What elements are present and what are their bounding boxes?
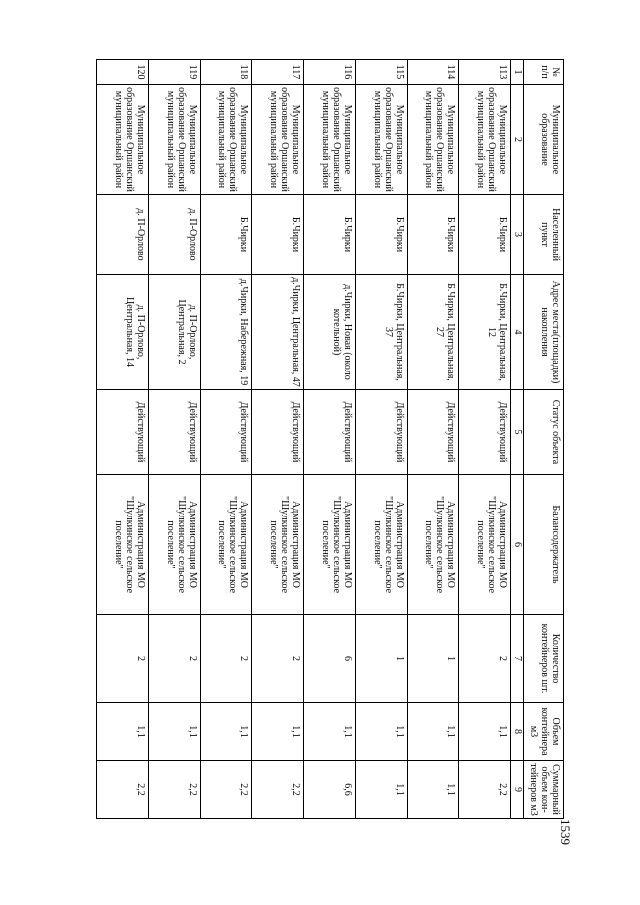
row-number-cell: 115 — [355, 60, 407, 85]
address-cell: Б.Чирки, Центральная, 37 — [355, 275, 407, 390]
table-row — [200, 60, 252, 819]
table-row — [252, 60, 304, 819]
volume-cell: 1,1 — [252, 703, 304, 761]
total-volume-cell: 2,2 — [148, 761, 200, 819]
holder-cell: Администрация МО "Шулкинское сельское поселение" — [148, 475, 200, 615]
column-number-row — [511, 60, 524, 819]
holder-cell: Администрация МО "Шулкинское сельское поселение" — [200, 475, 252, 615]
table-row — [148, 60, 200, 819]
settlement-cell: Б.Чирки — [304, 195, 356, 275]
status-cell: Действующий — [355, 390, 407, 475]
column-header: Населенный пункт — [524, 195, 564, 275]
column-number: 8 — [511, 703, 524, 761]
settlement-cell: Б.Чирки — [459, 195, 511, 275]
column-number: 6 — [511, 475, 524, 615]
status-cell: Действующий — [148, 390, 200, 475]
municipality-cell: Муниципальное образование Оршанский муниципальный район — [148, 85, 200, 195]
settlement-cell: Б.Чирки — [200, 195, 252, 275]
column-header: Статус объекта — [524, 390, 564, 475]
column-number: 9 — [511, 761, 524, 819]
column-header: Балансодержатель — [524, 475, 564, 615]
address-cell: Б.Чирки, Центральная, 27 — [407, 275, 459, 390]
column-number: 1 — [511, 60, 524, 85]
address-cell: д.Чирки, Центральная, 47 — [252, 275, 304, 390]
status-cell: Действующий — [459, 390, 511, 475]
total-volume-cell: 2,2 — [252, 761, 304, 819]
holder-cell: Администрация МО "Шулкинское сельское поселение" — [459, 475, 511, 615]
volume-cell: 1,1 — [97, 703, 149, 761]
municipality-cell: Муниципальное образование Оршанский муниципальный район — [304, 85, 356, 195]
total-volume-cell: 2,2 — [97, 761, 149, 819]
total-volume-cell: 1,1 — [355, 761, 407, 819]
holder-cell: Администрация МО "Шулкинское сельское поселение" — [304, 475, 356, 615]
settlement-cell: Б.Чирки — [407, 195, 459, 275]
column-number: 5 — [511, 390, 524, 475]
column-header: Количество контейнеров шт. — [524, 615, 564, 703]
quantity-cell: 2 — [148, 615, 200, 703]
holder-cell: Администрация МО "Шулкинское сельское поселение" — [252, 475, 304, 615]
volume-cell: 1,1 — [148, 703, 200, 761]
status-cell: Действующий — [97, 390, 149, 475]
municipality-cell: Муниципальное образование Оршанский муниципальный район — [97, 85, 149, 195]
municipality-cell: Муниципальное образование Оршанский муниципальный район — [459, 85, 511, 195]
row-number-cell: 114 — [407, 60, 459, 85]
column-header: Объем контейнера м3 — [524, 703, 564, 761]
address-cell: д.Чирки, Набережная, 19 — [200, 275, 252, 390]
column-number: 3 — [511, 195, 524, 275]
quantity-cell: 2 — [200, 615, 252, 703]
quantity-cell: 6 — [304, 615, 356, 703]
row-number-cell: 120 — [97, 60, 149, 85]
settlement-cell: д. П-Орлово — [148, 195, 200, 275]
status-cell: Действующий — [200, 390, 252, 475]
address-cell: Б.Чирки, Центральная, 12 — [459, 275, 511, 390]
volume-cell: 1,1 — [407, 703, 459, 761]
holder-cell: Администрация МО "Шулкинское сельское поселение" — [407, 475, 459, 615]
table-row — [459, 60, 511, 819]
status-cell: Действующий — [304, 390, 356, 475]
column-header: Суммарный объем кон- тейнеров м3 — [524, 761, 564, 819]
total-volume-cell: 2,2 — [200, 761, 252, 819]
quantity-cell: 1 — [407, 615, 459, 703]
address-cell: д.Чирки, Новая (около котельной) — [304, 275, 356, 390]
holder-cell: Администрация МО "Шулкинское сельское поселение" — [97, 475, 149, 615]
municipality-cell: Муниципальное образование Оршанский муниципальный район — [355, 85, 407, 195]
quantity-cell: 2 — [252, 615, 304, 703]
table-header-row — [524, 60, 564, 819]
container-sites-table — [96, 59, 564, 819]
column-header: Адрес места(площадки) накопления — [524, 275, 564, 390]
volume-cell: 1,1 — [304, 703, 356, 761]
total-volume-cell: 1,1 — [407, 761, 459, 819]
quantity-cell: 1 — [355, 615, 407, 703]
volume-cell: 1,1 — [355, 703, 407, 761]
settlement-cell: Б.Чирки — [355, 195, 407, 275]
quantity-cell: 2 — [97, 615, 149, 703]
column-header: Муниципальное образование — [524, 85, 564, 195]
row-number-cell: 117 — [252, 60, 304, 85]
settlement-cell: д. П-Орлово — [97, 195, 149, 275]
total-volume-cell: 6,6 — [304, 761, 356, 819]
table-row — [97, 60, 149, 819]
total-volume-cell: 2,2 — [459, 761, 511, 819]
settlement-cell: Б.Чирки — [252, 195, 304, 275]
volume-cell: 1,1 — [200, 703, 252, 761]
municipality-cell: Муниципальное образование Оршанский муниципальный район — [252, 85, 304, 195]
rotated-table-container — [96, 59, 564, 818]
table-row — [407, 60, 459, 819]
status-cell: Действующий — [252, 390, 304, 475]
column-number: 7 — [511, 615, 524, 703]
municipality-cell: Муниципальное образование Оршанский муниципальный район — [407, 85, 459, 195]
table-row — [355, 60, 407, 819]
row-number-cell: 113 — [459, 60, 511, 85]
row-number-cell: 118 — [200, 60, 252, 85]
municipality-cell: Муниципальное образование Оршанский муниципальный район — [200, 85, 252, 195]
volume-cell: 1,1 — [459, 703, 511, 761]
address-cell: д. П-Орлово, Центральная, 2 — [148, 275, 200, 390]
row-number-cell: 119 — [148, 60, 200, 85]
table-row — [304, 60, 356, 819]
status-cell: Действующий — [407, 390, 459, 475]
holder-cell: Администрация МО "Шулкинское сельское поселение" — [355, 475, 407, 615]
row-number-cell: 116 — [304, 60, 356, 85]
column-number: 2 — [511, 85, 524, 195]
column-number: 4 — [511, 275, 524, 390]
address-cell: д. П-Орлово, Центральная, 14 — [97, 275, 149, 390]
page-number: 1539 — [558, 819, 573, 845]
column-header: № п/п — [524, 60, 564, 85]
quantity-cell: 2 — [459, 615, 511, 703]
